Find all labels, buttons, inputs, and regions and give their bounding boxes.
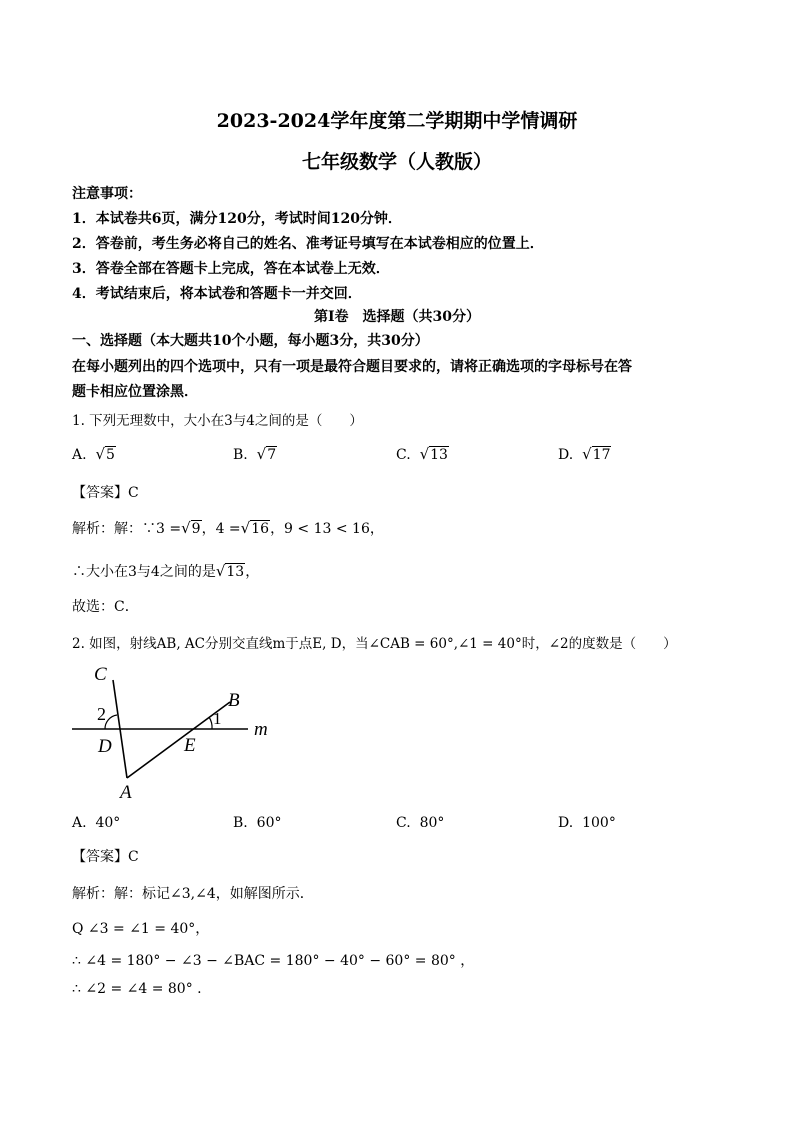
q1-analysis — [72, 518, 384, 538]
sqrt-expression: √9 — [181, 519, 201, 537]
radicand: 17 — [592, 447, 611, 463]
option-value: 80° — [419, 815, 445, 831]
conclusion-text: ， — [245, 564, 260, 580]
radicand: 13 — [430, 447, 448, 463]
option-letter: A. — [72, 447, 87, 463]
option-letter: D. — [558, 815, 574, 831]
q2-analysis: 解析：解：标记∠3,∠4，如解图所示． — [72, 886, 314, 902]
option-letter: A. — [72, 815, 87, 831]
question-1-stem: 1. 下列无理数中，大小在3与4之间的是（ ） — [72, 413, 363, 429]
section-part-heading: 一、选择题（本大题共10个小题，每小题3分，共30分） — [72, 333, 429, 349]
label-b: B — [228, 690, 240, 711]
option-letter: D. — [558, 447, 574, 463]
section-volume: 第Ⅰ卷 选择题（共30分） — [313, 309, 481, 325]
q2-option-b — [233, 815, 281, 831]
notice-item: 3．答卷全部在答题卡上完成，答在本试卷上无效． — [72, 261, 390, 277]
radicand: 16 — [251, 521, 270, 537]
q2-answer: 【答案】C — [72, 849, 139, 865]
label-d: D — [98, 736, 112, 757]
label-c: C — [94, 664, 107, 685]
q1-option-c — [396, 445, 449, 463]
sqrt-expression: √7 — [256, 445, 277, 463]
radicand: 9 — [191, 521, 201, 537]
analysis-text: ，9 < 13 < 16， — [270, 521, 384, 537]
label-e: E — [184, 735, 196, 756]
notice-item: 2．答卷前，考生务必将自己的姓名、准考证号填写在本试卷相应的位置上． — [72, 236, 544, 252]
q2-option-d — [558, 815, 616, 831]
notice-heading: 注意事项： — [72, 186, 142, 202]
q1-choice: 故选：C． — [72, 599, 139, 615]
notice-item: 4．考试结束后，将本试卷和答题卡一并交回． — [72, 286, 362, 302]
option-value: 40° — [95, 815, 121, 831]
option-value: 100° — [582, 815, 616, 831]
section-instruction: 题卡相应位置涂黑． — [72, 384, 198, 400]
label-angle-1: 1 — [213, 709, 222, 728]
q2-step-2: ∴ ∠4 = 180° − ∠3 − ∠BAC = 180° − 40° − 60° = 80° ， — [72, 953, 475, 969]
notice-item: 1．本试卷共6页，满分120分，考试时间120分钟． — [72, 211, 402, 227]
option-letter: B. — [233, 447, 248, 463]
option-letter: C. — [396, 815, 411, 831]
conclusion-text: ∴大小在3与4之间的是 — [72, 564, 216, 580]
label-angle-2: 2 — [97, 704, 106, 724]
option-value: 60° — [256, 815, 282, 831]
question-2-stem: 2. 如图，射线AB, AC分别交直线m于点E, D，当∠CAB = 60°,∠1 = 40°时，∠2的度数是（ ） — [72, 636, 677, 652]
page-title: 2023-2024学年度第二学期期中学情调研 — [216, 110, 578, 132]
sqrt-expression: √13 — [419, 445, 448, 463]
analysis-text: ，4 = — [201, 521, 241, 537]
q1-answer: 【答案】C — [72, 485, 139, 501]
q1-option-a — [72, 445, 116, 463]
q1-option-b — [233, 445, 277, 463]
sqrt-expression: √17 — [582, 445, 611, 463]
label-a: A — [120, 782, 132, 803]
q1-option-d — [558, 445, 611, 463]
geometry-figure — [60, 660, 290, 805]
label-m: m — [254, 719, 268, 740]
option-letter: B. — [233, 815, 248, 831]
radicand: 5 — [106, 447, 115, 463]
q2-option-c — [396, 815, 444, 831]
section-instruction: 在每小题列出的四个选项中，只有一项是最符合题目要求的，请将正确选项的字母标号在答 — [72, 359, 632, 375]
q1-conclusion — [72, 561, 259, 581]
sqrt-expression: √5 — [95, 445, 115, 463]
analysis-text: 解析：解：∵3 = — [72, 521, 182, 537]
sqrt-expression: √13 — [215, 562, 245, 580]
option-letter: C. — [396, 447, 411, 463]
angle-2-arc — [105, 715, 117, 729]
angle-1-arc — [209, 717, 212, 729]
q2-option-a — [72, 815, 120, 831]
q2-step-1: Q ∠3 = ∠1 = 40°， — [72, 921, 210, 937]
sqrt-expression: √16 — [240, 519, 270, 537]
radicand: 13 — [226, 564, 245, 580]
page-subtitle: 七年级数学（人教版） — [301, 151, 492, 173]
radicand: 7 — [267, 447, 277, 463]
q2-step-3: ∴ ∠2 = ∠4 = 80° . — [72, 981, 202, 997]
